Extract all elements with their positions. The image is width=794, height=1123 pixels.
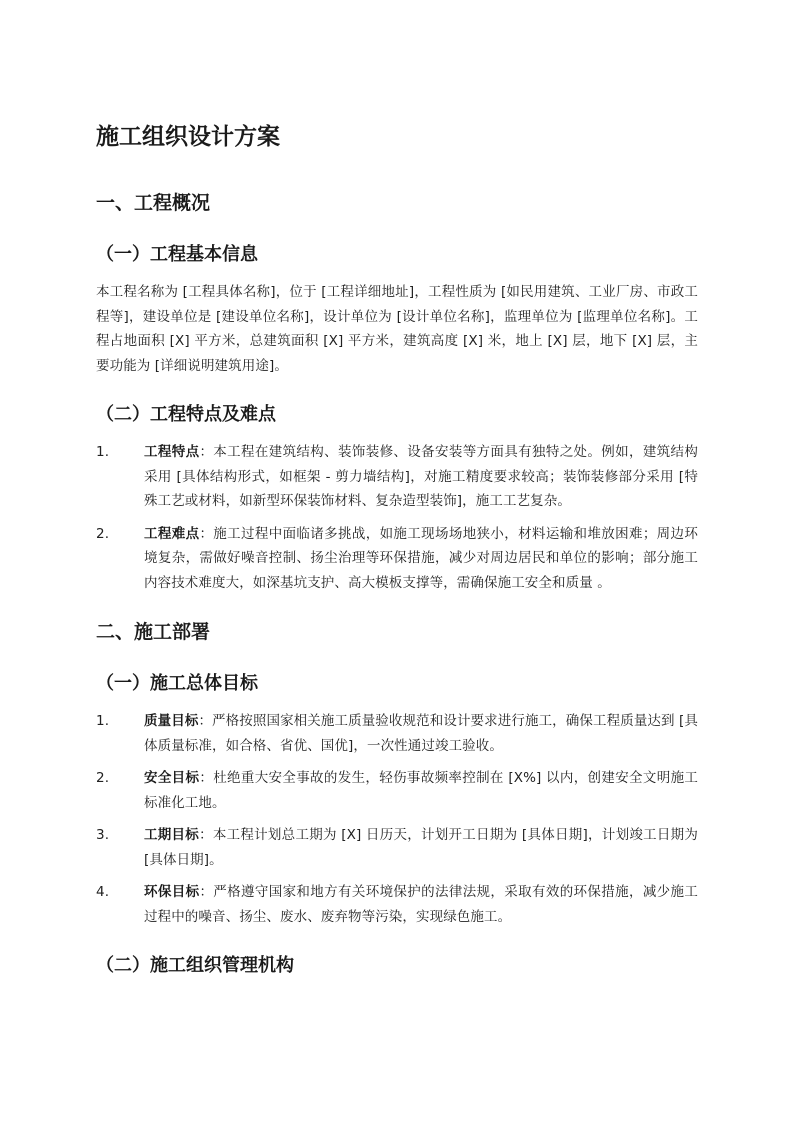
list-item-label: 工期目标 <box>144 827 200 843</box>
list-item-label: 安全目标 <box>144 770 200 786</box>
goals-list <box>96 709 698 929</box>
list-item-text: ：施工过程中面临诸多挑战，如施工现场场地狭小，材料运输和堆放困难；周边环境复杂，需做好噪音控制、扬尘治理等环保措施，减少对周边居民和单位的影响；部分施工内容技术难度大，如深基坑支护、高大模板支撑等，需确保施工安全和质量 。 <box>144 525 698 591</box>
subsection-heading-organization: （二）施工组织管理机构 <box>96 955 294 976</box>
list-item-number: 4. <box>96 884 110 900</box>
list-item-number: 1. <box>96 713 110 729</box>
list-item-text: ：严格遵守国家和地方有关环境保护的法律法规，采取有效的环保措施，减少施工过程中的噪音、扬尘、废水、废弃物等污染，实现绿色施工。 <box>144 884 698 925</box>
list-item-number: 1. <box>96 444 110 460</box>
features-list <box>96 440 698 595</box>
list-item-text: ：本工程在建筑结构、装饰装修、设备安装等方面具有独特之处。例如，建筑结构采用 [具体结构形式，如框架 - 剪力墙结构]，对施工精度要求较高；装饰装修部分采用 [特殊工艺或材料，如新型环保装饰材料、复杂造型装饰]，施工工艺复杂。 <box>144 444 698 509</box>
basic-info-paragraph: 本工程名称为 [工程具体名称]，位于 [工程详细地址]，工程性质为 [如民用建筑、工业厂房、市政工程等]，建设单位是 [建设单位名称]，设计单位为 [设计单位名称]，监理单位为 [监理单位名称]。工程占地面积 [X] 平方米，总建筑面积 [X] 平方米，建筑高度 [X] 米，地上 [X] 层，地下 [X] 层，主要功能为 [详细说明建筑用途]。 <box>96 284 698 374</box>
list-item-label: 环保目标 <box>144 884 200 900</box>
list-item-text: ：严格按照国家相关施工质量验收规范和设计要求进行施工，确保工程质量达到 [具体质量标准，如合格、省优、国优]，一次性通过竣工验收。 <box>144 713 699 754</box>
list-item <box>96 823 698 872</box>
list-item <box>96 880 698 929</box>
list-item <box>96 440 698 514</box>
list-item-text: ：本工程计划总工期为 [X] 日历天，计划开工日期为 [具体日期]，计划竣工日期为 [具体日期]。 <box>144 827 698 868</box>
list-item-label: 工程特点 <box>144 444 200 460</box>
subsection-heading-goals: （一）施工总体目标 <box>96 673 258 694</box>
section-heading-deployment: 二、施工部署 <box>96 621 211 643</box>
list-item <box>96 522 698 596</box>
list-item-label: 质量目标 <box>144 713 199 729</box>
list-item-label: 工程难点 <box>144 525 200 542</box>
list-item-number: 2. <box>96 770 110 786</box>
list-item <box>96 709 698 758</box>
document-title: 施工组织设计方案 <box>96 124 280 150</box>
list-item-number: 3. <box>96 827 110 843</box>
list-item <box>96 766 698 815</box>
list-item-text: ：杜绝重大安全事故的发生，轻伤事故频率控制在 [X%] 以内，创建安全文明施工标准化工地。 <box>144 770 699 811</box>
subsection-heading-features: （二）工程特点及难点 <box>96 404 276 425</box>
subsection-heading-basic-info: （一）工程基本信息 <box>96 244 258 265</box>
section-heading-overview: 一、工程概况 <box>96 192 211 214</box>
list-item-number: 2. <box>96 525 110 542</box>
